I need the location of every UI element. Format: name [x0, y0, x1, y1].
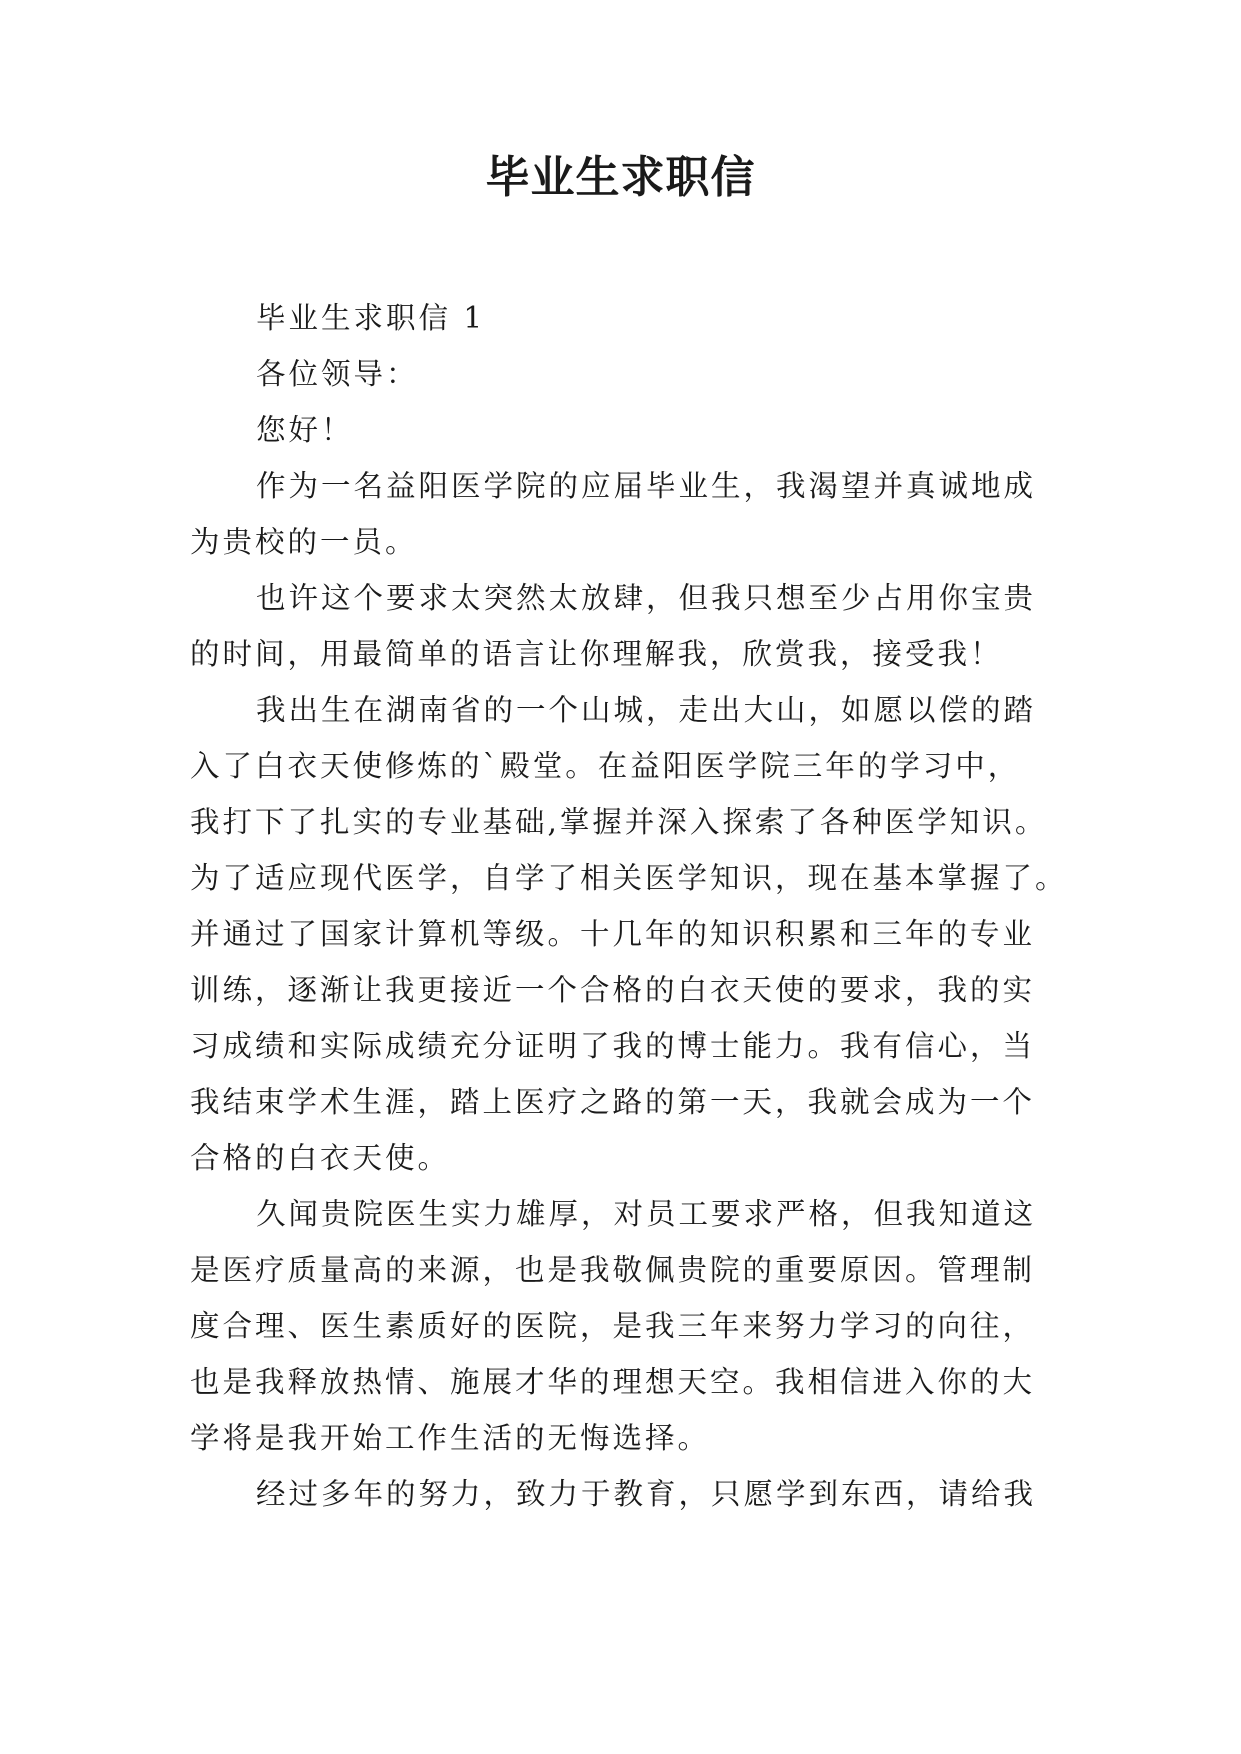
text-line: 毕业生求职信 1 [256, 301, 486, 335]
text-line: 我打下了扎实的专业基础,掌握并深入探索了各种医学知识。 [190, 805, 1048, 839]
text-line: 久闻贵院医生实力雄厚，对员工要求严格，但我知道这 [256, 1197, 1037, 1231]
text-line: 也许这个要求太突然太放肆，但我只想至少占用你宝贵 [256, 581, 1037, 615]
text-line: 您好！ [256, 413, 354, 447]
text-line: 入了白衣天使修炼的`殿堂。在益阳医学院三年的学习中， [190, 749, 1021, 783]
text-line: 训练，逐渐让我更接近一个合格的白衣天使的要求，我的实 [190, 973, 1036, 1007]
text-line: 为贵校的一员。 [190, 525, 418, 559]
text-line: 是医疗质量高的来源，也是我敬佩贵院的重要原因。管理制 [190, 1253, 1036, 1287]
text-line: 习成绩和实际成绩充分证明了我的博士能力。我有信心，当 [190, 1029, 1036, 1063]
document-title: 毕业生求职信 [485, 152, 756, 203]
text-line: 的时间，用最简单的语言让你理解我，欣赏我，接受我！ [190, 637, 1003, 671]
text-line: 各位领导： [256, 357, 419, 391]
text-line: 学将是我开始工作生活的无悔选择。 [190, 1421, 711, 1455]
text-line: 也是我释放热情、施展才华的理想天空。我相信进入你的大 [190, 1365, 1036, 1399]
text-line: 为了适应现代医学，自学了相关医学知识，现在基本掌握了。 [190, 861, 1068, 895]
text-line: 作为一名益阳医学院的应届毕业生，我渴望并真诚地成 [256, 469, 1037, 503]
text-line: 合格的白衣天使。 [190, 1141, 451, 1175]
text-line: 并通过了国家计算机等级。十几年的知识积累和三年的专业 [190, 917, 1036, 951]
text-line: 我结束学术生涯，踏上医疗之路的第一天，我就会成为一个 [190, 1085, 1036, 1119]
text-line: 度合理、医生素质好的医院，是我三年来努力学习的向往， [190, 1309, 1036, 1343]
text-line: 我出生在湖南省的一个山城，走出大山，如愿以偿的踏 [256, 693, 1037, 727]
document-body [190, 290, 1068, 1522]
text-line: 经过多年的努力，致力于教育，只愿学到东西，请给我 [256, 1477, 1037, 1511]
